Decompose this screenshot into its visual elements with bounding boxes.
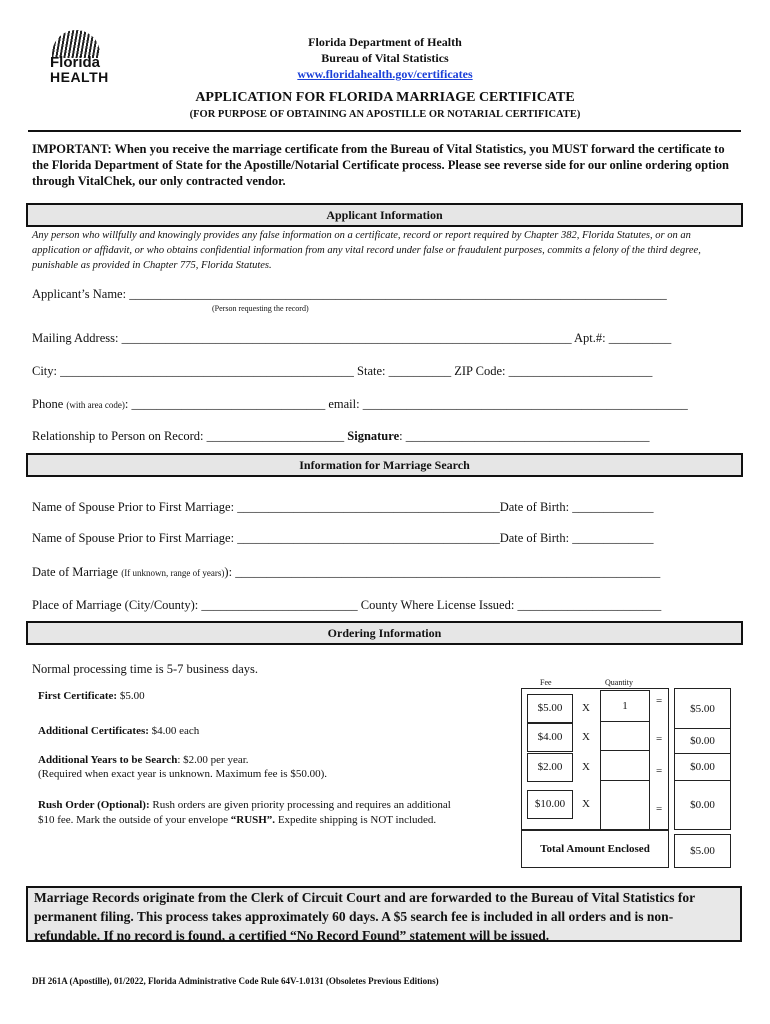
phone-note: (with area code) [66,400,125,410]
spouse1-field[interactable]: __________________________________________ [237,500,500,514]
logo-text-florida: Florida [50,54,101,71]
total-rush: $0.00 [674,780,731,830]
total-years: $0.00 [674,753,731,782]
equals-sign: = [656,695,663,707]
form-title: APPLICATION FOR FLORIDA MARRIAGE CERTIFICATE [195,90,575,105]
county-label: County Where License Issued: [360,598,515,612]
phone-field[interactable]: _______________________________ [131,397,326,411]
quantity-rush-input[interactable] [600,780,650,830]
total-amount-value: $5.00 [674,834,731,868]
fee-additional: $4.00 [527,723,573,752]
phone-label: Phone [32,397,64,411]
total-first: $5.00 [674,688,731,730]
phone-row: Phone (with area code): _______________________________ email: ____________________________________________________ [32,397,688,411]
fee-first: $5.00 [527,694,573,723]
rush-order-desc: Rush Order (Optional): Rush orders are given priority processing and requires an additional $10 fee. Mark the outside of your envelope “RUSH”. Expedite shipping is NOT included. [38,799,451,826]
spouse2-field[interactable]: __________________________________________ [237,531,500,545]
applicant-name-label: Applicant’s Name: [32,287,127,301]
dob1-label: Date of Birth: [499,500,570,514]
applicant-name-row [32,287,667,302]
additional-years-desc: Additional Years to be Search: $2.00 per year. (Required when exact year is unknown. Maximum fee is $50.00). [38,754,327,780]
marriage-date-note: (If unknown, range of years) [121,568,225,578]
divider [28,130,741,132]
multiply-sign: X [582,761,590,773]
mailing-address-label: Mailing Address: [32,331,119,345]
department-name: Florida Department of Health [308,35,462,49]
relationship-label: Relationship to Person on Record: [32,429,204,443]
city-field[interactable]: _______________________________________________ [60,364,354,378]
email-field[interactable]: ____________________________________________________ [362,397,688,411]
spouse2-label: Name of Spouse Prior to First Marriage: [32,531,235,545]
additional-certificates-desc: Additional Certificates: $4.00 each [38,725,200,737]
applicant-name-note: (Person requesting the record) [212,304,309,313]
mailing-address-row [32,331,671,346]
quantity-header: Quantity [605,678,633,687]
applicant-name-field[interactable]: ______________________________________________________________________________________ [129,287,667,301]
certificates-link[interactable]: www.floridahealth.gov/certificates [297,67,473,81]
dob2-field[interactable]: _____________ [572,531,654,545]
dob1-field[interactable]: _____________ [572,500,654,514]
marriage-date-row: Date of Marriage (If unknown, range of years)): ____________________________________________________________________ [32,565,661,579]
zip-field[interactable]: _______________________ [508,364,653,378]
signature-label: Signature [347,429,400,443]
spouse1-row [32,500,654,515]
city-row [32,364,652,379]
spouse1-label: Name of Spouse Prior to First Marriage: [32,500,235,514]
state-label: State: [357,364,386,378]
fee-years: $2.00 [527,753,573,782]
form-subtitle: (FOR PURPOSE OF OBTAINING AN APOSTILLE OR NOTARIAL CERTIFICATE) [189,109,581,120]
fee-header: Fee [540,678,552,687]
zip-label: ZIP Code: [454,364,506,378]
equals-sign: = [656,733,663,745]
dob2-label: Date of Birth: [499,531,570,545]
state-field[interactable]: __________ [388,364,452,378]
section-ordering-information: Ordering Information [26,621,743,645]
relationship-field[interactable]: ______________________ [206,429,345,443]
false-information-warning: Any person who willfully and knowingly provides any false information on a certificate, record or report required by Chapter 382, Florida Statutes, or on an application or affidavit, or who obtains confidential information from any vital record under false or fraudulent purposes, commits a felony of the third degree, punishable as provided in Chapter 775, Florida Statutes. [32,230,701,271]
quantity-additional-input[interactable] [600,721,650,752]
fee-rush: $10.00 [527,790,573,819]
marriage-place-row [32,598,661,613]
apt-field[interactable]: __________ [608,331,672,345]
quantity-years-input[interactable] [600,750,650,782]
equals-sign: = [656,765,663,777]
signature-field[interactable]: _______________________________________ [405,429,650,443]
city-label: City: [32,364,58,378]
equals-sign: = [656,803,663,815]
email-label: email: [328,397,360,411]
quantity-first-input[interactable]: 1 [600,690,650,723]
form-footer: DH 261A (Apostille), 01/2022, Florida Administrative Code Rule 64V-1.0131 (Obsoletes Previous Editions) [32,976,439,986]
multiply-sign: X [582,702,590,714]
spouse2-row [32,531,654,546]
marriage-place-label: Place of Marriage (City/County): [32,598,199,612]
county-field[interactable]: _______________________ [517,598,662,612]
logo-text-health: HEALTH [50,69,109,85]
marriage-date-field[interactable]: ____________________________________________________________________ [235,565,661,579]
marriage-date-label: Date of Marriage [32,565,119,579]
first-certificate-desc: First Certificate: $5.00 [38,690,145,702]
marriage-place-field[interactable]: _________________________ [201,598,358,612]
apt-label: Apt.#: [574,331,606,345]
marriage-records-notice: Marriage Records originate from the Clerk of Circuit Court and are forwarded to the Bureau of Vital Statistics for permanent filing. This process takes approximately 60 days. A $5 search fee is included in all orders and is non-refundable. If no record is found, a certified “No Record Found” statement will be issued. [26,886,742,942]
section-applicant-information: Applicant Information [26,203,743,227]
total-additional: $0.00 [674,728,731,755]
processing-time: Normal processing time is 5-7 business days. [32,662,259,676]
multiply-sign: X [582,798,590,810]
section-marriage-search: Information for Marriage Search [26,453,743,477]
total-amount-label: Total Amount Enclosed [521,830,669,868]
multiply-sign: X [582,731,590,743]
bureau-name: Bureau of Vital Statistics [321,51,449,65]
important-notice: IMPORTANT: When you receive the marriage certificate from the Bureau of Vital Statistics, you MUST forward the certificate to the Florida Department of State for the Apostille/Notarial Certificate process. Please see reverse side for our online ordering option through VitalChek, our only contracted vendor. [32,142,729,188]
mailing-address-field[interactable]: ________________________________________________________________________ [121,331,572,345]
relationship-row: Relationship to Person on Record: ______________________ Signature: _______________________________________ [32,429,650,443]
